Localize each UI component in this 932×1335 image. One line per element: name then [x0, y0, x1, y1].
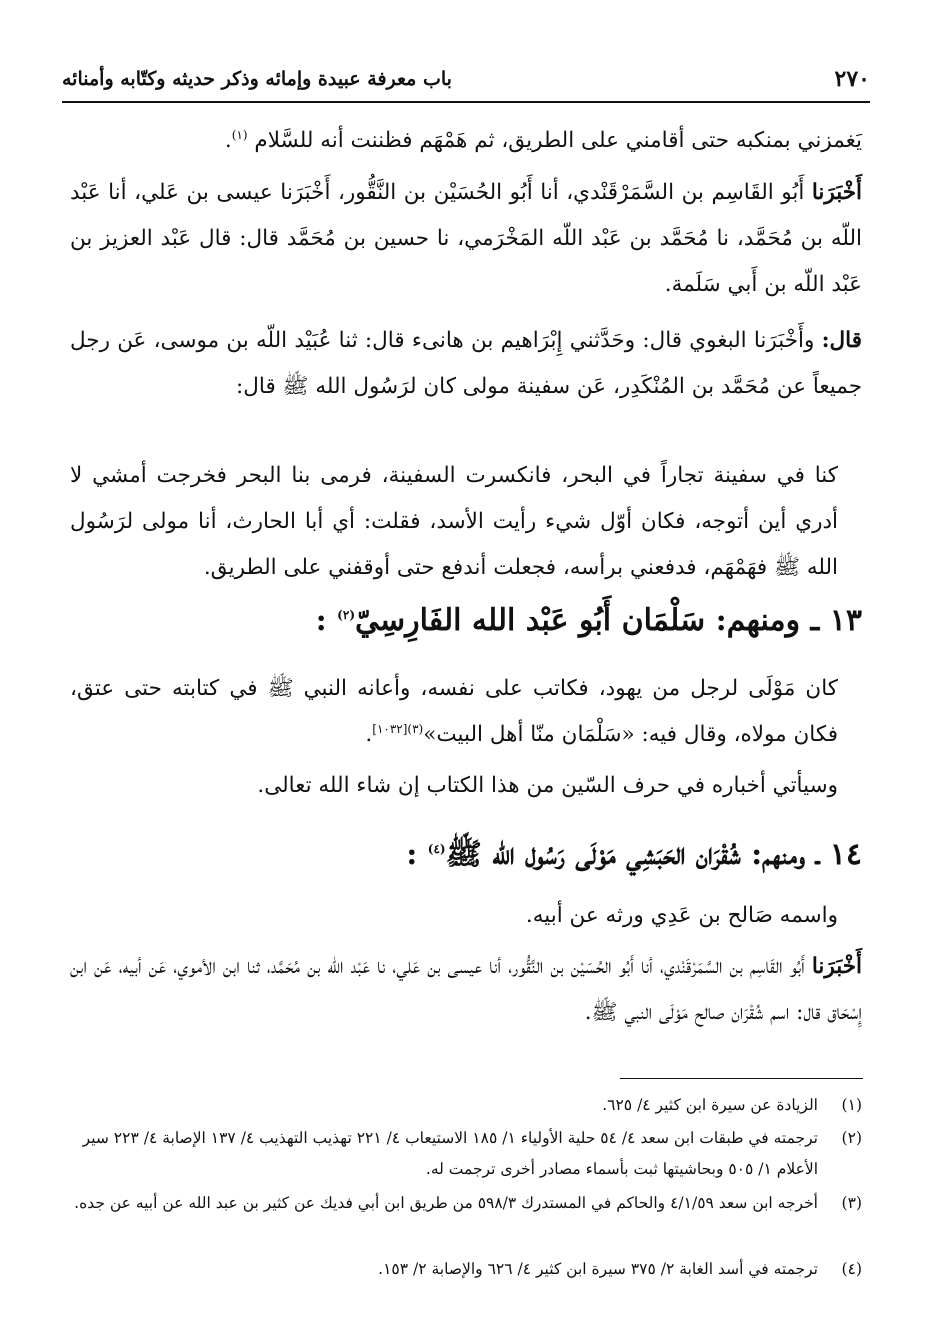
paragraph: أَخْبَرَنا أَبُو القَاسِم بن السَّمَرْقَنْدي، أنا أَبُو الحُسَيْن بن النَّقُّور، أَخْبَرَنا عيسى بن عَلي، أنا عَبْد اللّه بن مُحَمَّد، نا مُحَمَّد بن عَبْد اللّه المَخْرَمي، نا حسين بن مُحَمَّد قال: قال عَبْد العزيز بن عَبْد اللّه بن أَبي سَلَمة.	[70, 180, 862, 297]
paragraph: قال: وأَخْبَرَنا البغوي قال: وحَدَّثني إِبْرَاهيم بن هانىء قال: ثنا عُبَيْد اللّه بن موسى، عَن رجل جميعاً عن مُحَمَّد بن المُنْكَدِر، عَن سفينة مولى كان لرَسُول الله ﷺ قال:	[70, 328, 862, 399]
footnote-item: (١) الزيادة عن سيرة ابن كثير ٤/ ٦٢٥.	[602, 1096, 862, 1114]
running-header	[62, 66, 870, 100]
footnote-item: (٣) أخرجه ابن سعد ٤/١/٥٩ والحاكم في المستدرك ٥٩٨/٣ من طريق ابن أبي فديك عن كثير بن عبد الله عن أبيه عن جده.	[74, 1194, 862, 1212]
paragraph: كنا في سفينة تجاراً في البحر، فانكسرت السفينة، فرمى بنا البحر فخرجت أمشي لا أدري أين أتوجه، فكان أوّل شيء رأيت الأسد، فقلت: أي أبا الحارث، أنا مولى لرَسُول الله ﷺ فهَمْهَم، فدفعني برأسه، فجعلت أندفع حتى أوقفني على الطريق.	[70, 463, 839, 580]
paragraph: كان مَوْلَى لرجل من يهود، فكاتب على نفسه، وأعانه النبي ﷺ في كتابته حتى عتق، فكان مولاه، وقال فيه: «سَلْمَان منّا أهل البيت»$^{(٣)[١٠٣٢]}$.	[70, 676, 838, 747]
paragraph: أَخْبَرَنا أَبُو القَاسِم بن السَّمَرْقَنْدي، أنا أَبُو الحُسَيْن بن النَّقُّور، أنا عيسى بن عَلي، نا عَبْد اللّه بن مُحَمَّد، ثنا ابن الأموي، عَن أبيه، عَن ابن إِسْحَاق قال: اسم شُقْرَان صالح مَوْلَى النبي ﷺ.	[70, 954, 862, 1025]
page-number: ٢٧٠	[834, 66, 870, 92]
paragraph: واسمه صَالح بن عَدِي ورثه عن أبيه.	[525, 903, 838, 928]
footnote-item: (٢) ترجمته في طبقات ابن سعد ٤/ ٥٤ حلية الأولياء ١/ ١٨٥ الاستيعاب ٤/ ٢٢١ تهذيب التهذيب ٤/ ١٣٧ الإصابة ٤/ ٢٢٣ سير الأعلام ١/ ٥٠٥ وبحاشيتها ثبت بأسماء مصادر أخرى ترجمت له.	[82, 1129, 862, 1178]
header-rule	[62, 101, 870, 103]
footnote-item: (٤) ترجمته في أسد الغابة ٢/ ٣٧٥ سيرة ابن كثير ٤/ ٦٢٦ والإصابة ٢/ ١٥٣.	[378, 1260, 862, 1278]
paragraph: وسيأتي أخباره في حرف السّين من هذا الكتاب إن شاء الله تعالى.	[257, 773, 838, 798]
footnote-rule	[620, 1078, 863, 1079]
chapter-title: باب معرفة عبيدة وإمائه وذكر حديثه وكتّابه وأمنائه	[62, 68, 452, 90]
section-heading: ١٣ ـ ومنهم: سَلْمَان أَبُو عَبْد الله الفَارِسِيّ$^{(٢)}$ :	[315, 603, 862, 638]
section-heading: ١٤ ـ ومنهم: شُقْرَان الحَبَشِي مَوْلَى رَسُول الله ﷺ$^{(٤)}$ :	[406, 837, 862, 872]
paragraph: يَغمزني بمنكبه حتى أقامني على الطريق، ثم هَمْهَم فظننت أنه للسَّلام $^{(١)}$.	[224, 127, 862, 153]
